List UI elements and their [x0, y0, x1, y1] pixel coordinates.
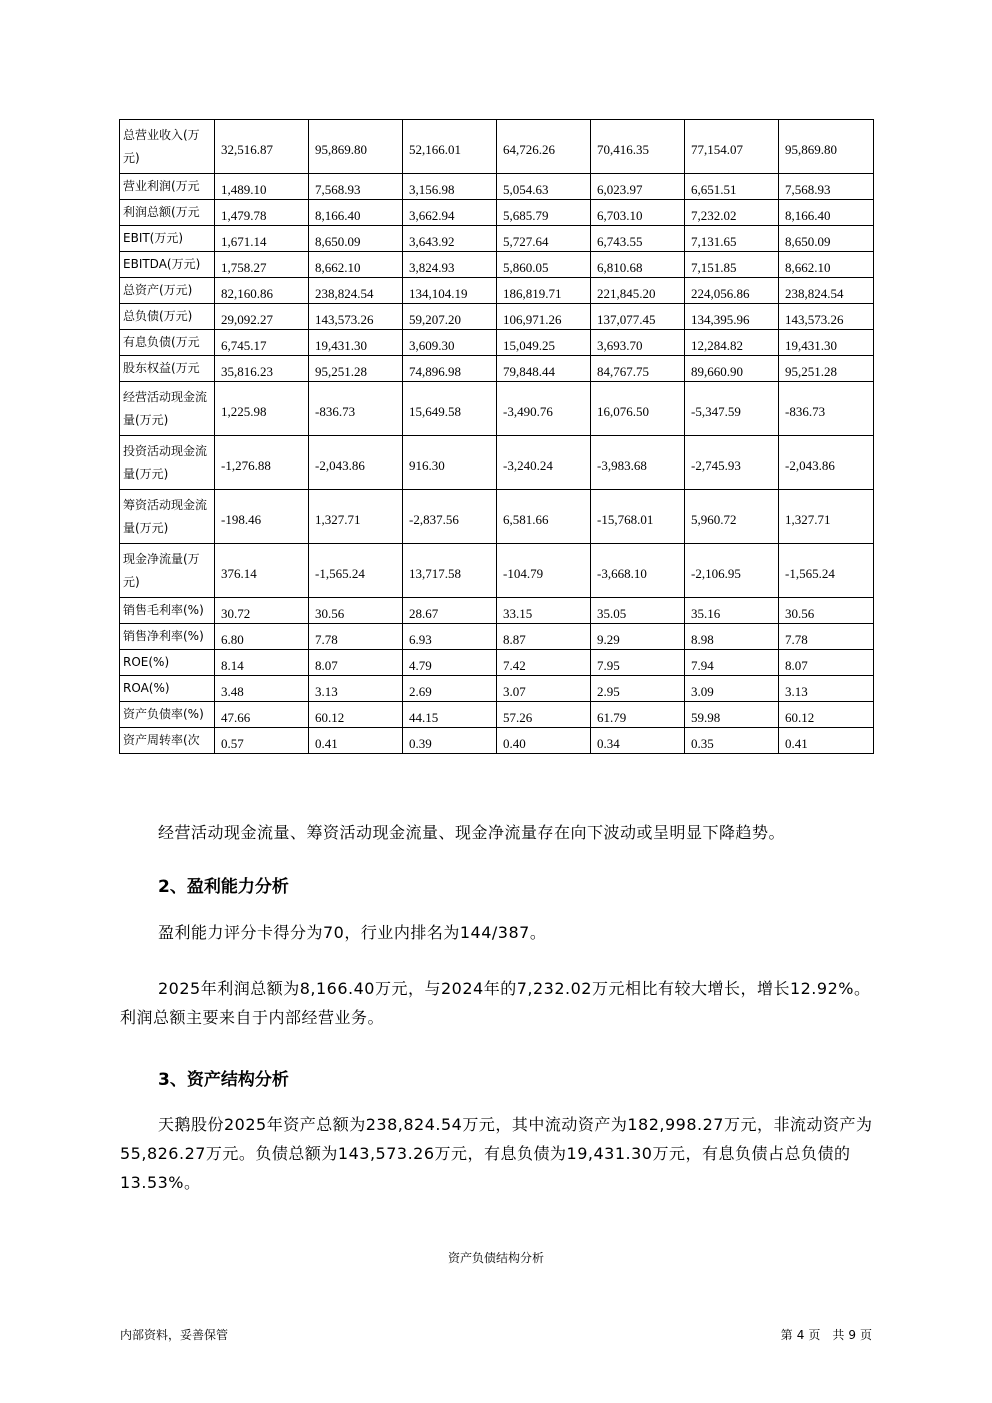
- table-cell: 3,643.92: [403, 226, 497, 252]
- table-cell: 5,685.79: [497, 200, 591, 226]
- table-cell: 143,573.26: [779, 304, 874, 330]
- table-cell: -1,565.24: [779, 544, 874, 598]
- table-cell: 30.56: [309, 598, 403, 624]
- table-cell: 77,154.07: [685, 120, 779, 174]
- row-label: 资产负债率(%): [120, 702, 215, 728]
- table-cell: -1,276.88: [215, 436, 309, 490]
- table-cell: 9.29: [591, 624, 685, 650]
- table-cell: 61.79: [591, 702, 685, 728]
- table-cell: -2,837.56: [403, 490, 497, 544]
- row-label: EBITDA(万元): [120, 252, 215, 278]
- row-label: 有息负债(万元: [120, 330, 215, 356]
- table-cell: 224,056.86: [685, 278, 779, 304]
- table-cell: 19,431.30: [309, 330, 403, 356]
- page-current: 4: [796, 1328, 805, 1342]
- table-cell: 30.72: [215, 598, 309, 624]
- table-row: [120, 120, 874, 174]
- table-cell: 7,151.85: [685, 252, 779, 278]
- table-cell: 7,568.93: [309, 174, 403, 200]
- row-label: 销售毛利率(%): [120, 598, 215, 624]
- table-row: [120, 304, 874, 330]
- table-cell: 1,671.14: [215, 226, 309, 252]
- table-cell: 2.95: [591, 676, 685, 702]
- table-row: [120, 544, 874, 598]
- table-cell: 12,284.82: [685, 330, 779, 356]
- table-row: [120, 436, 874, 490]
- table-cell: 8.14: [215, 650, 309, 676]
- table-cell: 3.09: [685, 676, 779, 702]
- table-cell: 6,651.51: [685, 174, 779, 200]
- table-cell: 15,049.25: [497, 330, 591, 356]
- table-row: [120, 676, 874, 702]
- table-cell: 238,824.54: [309, 278, 403, 304]
- table-cell: 57.26: [497, 702, 591, 728]
- table-cell: 6,743.55: [591, 226, 685, 252]
- table-cell: 35,816.23: [215, 356, 309, 382]
- page-mid: 页 共: [808, 1328, 845, 1342]
- table-cell: 1,327.71: [779, 490, 874, 544]
- table-cell: 44.15: [403, 702, 497, 728]
- table-cell: 8.07: [779, 650, 874, 676]
- table-cell: 5,860.05: [497, 252, 591, 278]
- table-cell: 3.13: [779, 676, 874, 702]
- table-cell: 30.56: [779, 598, 874, 624]
- table-cell: 35.05: [591, 598, 685, 624]
- table-row: [120, 330, 874, 356]
- table-cell: 28.67: [403, 598, 497, 624]
- table-cell: 6.80: [215, 624, 309, 650]
- table-cell: 8,662.10: [779, 252, 874, 278]
- table-cell: 64,726.26: [497, 120, 591, 174]
- table-cell: 6,810.68: [591, 252, 685, 278]
- page-prefix: 第: [780, 1328, 793, 1342]
- table-cell: 1,489.10: [215, 174, 309, 200]
- table-cell: 0.41: [779, 728, 874, 754]
- table-cell: 3,609.30: [403, 330, 497, 356]
- table-cell: 6,581.66: [497, 490, 591, 544]
- row-label: 现金净流量(万元): [120, 544, 215, 598]
- table-cell: 6,745.17: [215, 330, 309, 356]
- table-cell: 8.98: [685, 624, 779, 650]
- table-cell: 6.93: [403, 624, 497, 650]
- row-label: 营业利润(万元: [120, 174, 215, 200]
- table-cell: -2,745.93: [685, 436, 779, 490]
- table-cell: -3,240.24: [497, 436, 591, 490]
- table-cell: -836.73: [309, 382, 403, 436]
- table-cell: 916.30: [403, 436, 497, 490]
- table-cell: 1,758.27: [215, 252, 309, 278]
- row-label: 总负债(万元): [120, 304, 215, 330]
- table-cell: -3,490.76: [497, 382, 591, 436]
- page-suffix: 页: [859, 1328, 872, 1342]
- table-cell: 13,717.58: [403, 544, 497, 598]
- table-cell: 8.87: [497, 624, 591, 650]
- table-cell: 79,848.44: [497, 356, 591, 382]
- table-cell: -3,668.10: [591, 544, 685, 598]
- table-cell: 3.48: [215, 676, 309, 702]
- table-cell: 7,568.93: [779, 174, 874, 200]
- table-cell: 89,660.90: [685, 356, 779, 382]
- table-cell: 137,077.45: [591, 304, 685, 330]
- table-cell: 7,232.02: [685, 200, 779, 226]
- footer-confidential-note: 内部资料，妥善保管: [120, 1328, 229, 1342]
- table-cell: 59.98: [685, 702, 779, 728]
- table-cell: -3,983.68: [591, 436, 685, 490]
- table-cell: 5,727.64: [497, 226, 591, 252]
- table-cell: 70,416.35: [591, 120, 685, 174]
- table-cell: 7.78: [309, 624, 403, 650]
- table-cell: -2,043.86: [309, 436, 403, 490]
- table-cell: 0.41: [309, 728, 403, 754]
- table-cell: 84,767.75: [591, 356, 685, 382]
- table-cell: -5,347.59: [685, 382, 779, 436]
- table-cell: -198.46: [215, 490, 309, 544]
- row-label: 筹资活动现金流量(万元): [120, 490, 215, 544]
- table-cell: -2,106.95: [685, 544, 779, 598]
- table-cell: 7.94: [685, 650, 779, 676]
- table-cell: 3,824.93: [403, 252, 497, 278]
- row-label: 经营活动现金流量(万元): [120, 382, 215, 436]
- table-cell: 47.66: [215, 702, 309, 728]
- table-cell: 1,225.98: [215, 382, 309, 436]
- table-cell: 6,023.97: [591, 174, 685, 200]
- table-cell: 134,104.19: [403, 278, 497, 304]
- table-row: [120, 490, 874, 544]
- table-cell: 8,650.09: [309, 226, 403, 252]
- table-row: [120, 278, 874, 304]
- table-row: [120, 382, 874, 436]
- row-label: 股东权益(万元: [120, 356, 215, 382]
- table-cell: 221,845.20: [591, 278, 685, 304]
- row-label: ROE(%): [120, 650, 215, 676]
- table-cell: 8,166.40: [309, 200, 403, 226]
- table-cell: 82,160.86: [215, 278, 309, 304]
- table-cell: -836.73: [779, 382, 874, 436]
- profit-score-paragraph: 盈利能力评分卡得分为70，行业内排名为144/387。: [158, 923, 547, 942]
- table-cell: 59,207.20: [403, 304, 497, 330]
- row-label: 总资产(万元): [120, 278, 215, 304]
- page-total: 9: [848, 1328, 856, 1342]
- asset-detail-paragraph: 天鹅股份2025年资产总额为238,824.54万元，其中流动资产为182,998.27万元，非流动资产为55,826.27万元。负债总额为143,573.26万元，有息负债为19,431.30万元，有息负债占总负债的13.53%。: [120, 1115, 873, 1192]
- table-cell: 0.57: [215, 728, 309, 754]
- table-cell: 6,703.10: [591, 200, 685, 226]
- table-cell: -15,768.01: [591, 490, 685, 544]
- table-cell: 19,431.30: [779, 330, 874, 356]
- table-cell: 8,650.09: [779, 226, 874, 252]
- row-label: 销售净利率(%): [120, 624, 215, 650]
- table-cell: 60.12: [309, 702, 403, 728]
- row-label: ROA(%): [120, 676, 215, 702]
- profit-detail-paragraph: 2025年利润总额为8,166.40万元，与2024年的7,232.02万元相比有较大增长，增长12.92%。利润总额主要来自于内部经营业务。: [120, 979, 871, 1027]
- footer-page-number: [777, 1326, 872, 1343]
- table-row: [120, 650, 874, 676]
- table-cell: 29,092.27: [215, 304, 309, 330]
- table-cell: 95,869.80: [309, 120, 403, 174]
- table-cell: 7.42: [497, 650, 591, 676]
- table-cell: 3.13: [309, 676, 403, 702]
- table-cell: 95,251.28: [309, 356, 403, 382]
- chart-caption: 资产负债结构分析: [447, 1251, 544, 1265]
- row-label: 总营业收入(万元): [120, 120, 215, 174]
- table-cell: 15,649.58: [403, 382, 497, 436]
- section-heading-asset-structure: 3、资产结构分析: [158, 1070, 289, 1090]
- table-cell: 7,131.65: [685, 226, 779, 252]
- table-cell: 1,327.71: [309, 490, 403, 544]
- table-row: [120, 252, 874, 278]
- table-cell: 3,693.70: [591, 330, 685, 356]
- table-cell: 8,166.40: [779, 200, 874, 226]
- table-row: [120, 174, 874, 200]
- table-cell: 8,662.10: [309, 252, 403, 278]
- table-cell: 95,869.80: [779, 120, 874, 174]
- financial-indicators-table: [119, 119, 874, 754]
- table-row: [120, 702, 874, 728]
- table-cell: -1,565.24: [309, 544, 403, 598]
- table-row: [120, 226, 874, 252]
- table-cell: 7.95: [591, 650, 685, 676]
- table-cell: 33.15: [497, 598, 591, 624]
- table-cell: 2.69: [403, 676, 497, 702]
- table-cell: 3,156.98: [403, 174, 497, 200]
- table-cell: 5,054.63: [497, 174, 591, 200]
- table-cell: 60.12: [779, 702, 874, 728]
- table-cell: 95,251.28: [779, 356, 874, 382]
- table-cell: 7.78: [779, 624, 874, 650]
- table-cell: 0.35: [685, 728, 779, 754]
- table-cell: 376.14: [215, 544, 309, 598]
- table-cell: 8.07: [309, 650, 403, 676]
- table-cell: 3,662.94: [403, 200, 497, 226]
- table-cell: -104.79: [497, 544, 591, 598]
- table-cell: 35.16: [685, 598, 779, 624]
- row-label: 利润总额(万元: [120, 200, 215, 226]
- table-row: [120, 728, 874, 754]
- table-row: [120, 598, 874, 624]
- table-cell: 238,824.54: [779, 278, 874, 304]
- table-cell: 0.34: [591, 728, 685, 754]
- table-cell: 3.07: [497, 676, 591, 702]
- table-cell: -2,043.86: [779, 436, 874, 490]
- section-heading-profitability: 2、盈利能力分析: [158, 877, 289, 897]
- cashflow-note-paragraph: 经营活动现金流量、筹资活动现金流量、现金净流量存在向下波动或呈明显下降趋势。: [158, 823, 786, 842]
- table-cell: 5,960.72: [685, 490, 779, 544]
- table-cell: 0.39: [403, 728, 497, 754]
- row-label: EBIT(万元): [120, 226, 215, 252]
- table-cell: 134,395.96: [685, 304, 779, 330]
- table-cell: 143,573.26: [309, 304, 403, 330]
- table-cell: 0.40: [497, 728, 591, 754]
- table-row: [120, 356, 874, 382]
- table-row: [120, 624, 874, 650]
- table-cell: 106,971.26: [497, 304, 591, 330]
- table-cell: 32,516.87: [215, 120, 309, 174]
- table-cell: 186,819.71: [497, 278, 591, 304]
- row-label: 资产周转率(次: [120, 728, 215, 754]
- row-label: 投资活动现金流量(万元): [120, 436, 215, 490]
- table-cell: 74,896.98: [403, 356, 497, 382]
- table-cell: 52,166.01: [403, 120, 497, 174]
- table-body: [120, 120, 874, 754]
- table-cell: 4.79: [403, 650, 497, 676]
- table-row: [120, 200, 874, 226]
- table-cell: 16,076.50: [591, 382, 685, 436]
- table-cell: 1,479.78: [215, 200, 309, 226]
